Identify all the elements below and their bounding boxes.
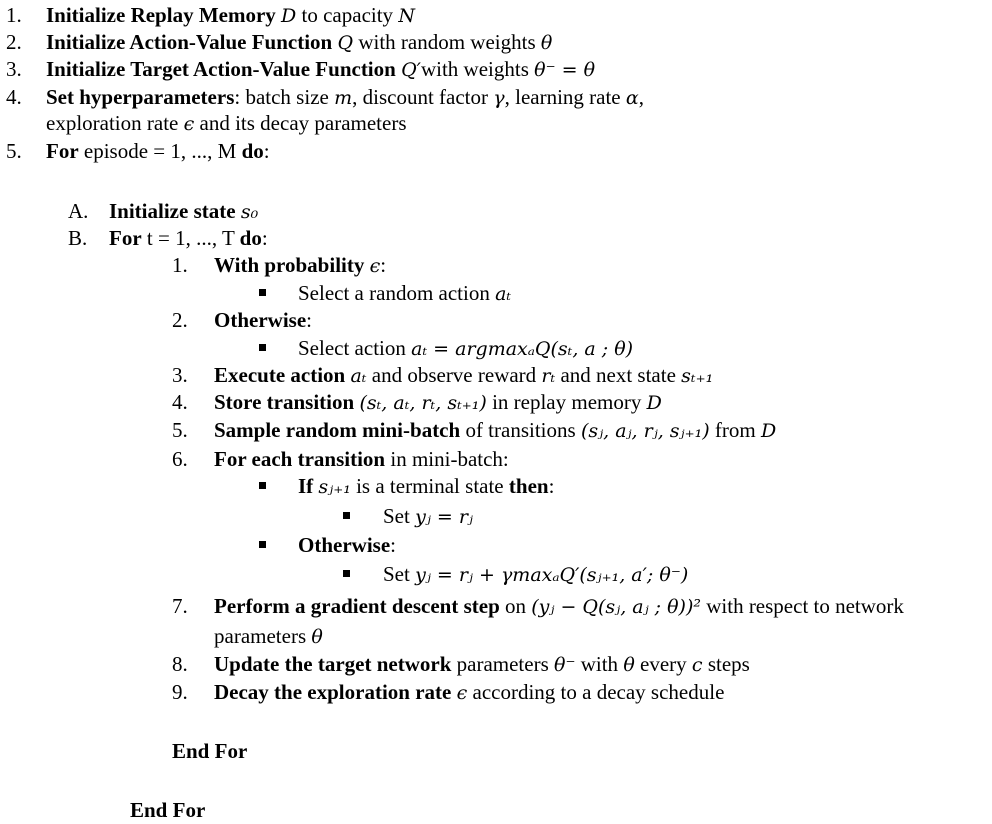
step-3-text: with weights [420,57,529,81]
sub-6-text: Set [383,504,410,528]
sub-7-line-2 [214,623,323,651]
step-number: 5. [6,139,22,163]
sub-8-text: every [640,652,687,676]
keyword-do: do [241,139,264,163]
sub-step-number: 5. [172,418,188,442]
math-c: c [691,654,703,676]
sub-7-text: on [505,594,527,618]
step-5-text: : [263,139,270,163]
sub-6-line [214,446,509,473]
step-4-text: : batch size [234,85,329,109]
sub-5-text: of transitions [465,418,576,442]
keyword-then: then [508,474,549,498]
math-theta: θ [623,654,635,676]
sub-8-text: steps [707,652,750,676]
keyword-for: For [109,226,142,250]
math-D: D [281,5,297,27]
sub-step-number: 3. [172,363,188,387]
keyword-do: do [239,226,262,250]
sub-1-line [214,252,386,280]
sub-9-line [214,679,724,707]
math-transition: (sₜ, aₜ, rₜ, sₜ₊₁) [359,392,487,414]
step-2-text: with random weights [358,30,536,54]
end-for-inner: End For [172,739,248,763]
sub-6-set-2-line [383,561,688,589]
step-1-line [46,2,415,30]
bullet-square [343,570,350,577]
sub-2-bullet-line [298,335,633,363]
end-for-outer: End For [130,798,206,822]
sub-6-text: Set [383,562,410,586]
sub-5-text: from [714,418,756,442]
step-1-text: to capacity [301,3,394,27]
sub-2-line [214,307,312,334]
bullet-square [259,344,266,351]
sub-step-number: 6. [172,447,188,471]
sub-7-text: with respect to network [706,594,904,618]
step-4-text: , learning rate [504,85,621,109]
sub-1-text: : [380,253,387,277]
step-4-text: , discount factor [352,85,488,109]
math-gamma: γ [493,87,505,109]
math-argmax: aₜ = argmaxₐQ(sₜ, a ; θ) [411,338,634,360]
step-3-bold: Initialize Target Action-Value Function [46,57,396,81]
math-s0: s₀ [240,201,259,223]
step-2-line [46,29,552,57]
sub-step-number: 2. [172,308,188,332]
sub-2-text: : [306,308,312,332]
math-minibatch: (sⱼ, aⱼ, rⱼ, sⱼ₊₁) [580,420,710,442]
step-3-line [46,56,595,84]
step-4-line [46,84,644,112]
step-5-line [46,138,270,165]
math-r-t: rₜ [541,365,556,387]
sub-5-bold: Sample random mini-batch [214,418,461,442]
math-D: D [760,420,777,442]
step-B-text: t = 1, ..., T [146,226,235,250]
math-Q-prime: Q′ [401,59,421,81]
sub-8-bold: Update the target network [214,652,452,676]
sub-8-text: with [580,652,619,676]
sub-3-line [214,362,713,390]
step-B-line [109,225,268,252]
sub-8-text: parameters [456,652,549,676]
step-A-bold: Initialize state [109,199,236,223]
math-s-j1: sⱼ₊₁ [318,476,351,498]
math-theta: θ [311,626,323,648]
math-loss: (yⱼ − Q(sⱼ, aⱼ ; θ))² [531,596,701,618]
sub-6-text: in mini-batch: [390,447,509,471]
sub-1-bold: With probability [214,253,365,277]
step-4-line-2 [46,110,407,138]
sub-1-bullet-text: Select a random action [298,281,490,305]
step-4-text: , [638,85,644,109]
sub-6-otherwise-line [298,532,396,559]
math-alpha: α [625,87,639,109]
math-epsilon: ϵ [369,255,381,277]
sub-9-bold: Decay the exploration rate [214,680,452,704]
sub-7-bold: Perform a gradient descent step [214,594,500,618]
math-yj-rj: yⱼ = rⱼ [415,506,473,528]
sub-6-text: is a terminal state [356,474,504,498]
keyword-for: For [46,139,79,163]
sub-6-if-line [298,473,554,501]
sub-3-bold: Execute action [214,363,346,387]
sub-9-text: according to a decay schedule [472,680,725,704]
sub-6-bold: For each transition [214,447,386,471]
step-B-text: : [261,226,268,250]
sub-step-number: 4. [172,390,188,414]
sub-1-bullet-line [298,280,511,308]
math-a-t: aₜ [495,283,512,305]
sub-step-number: 9. [172,680,188,704]
math-theta-minus-eq: θ⁻ = θ [534,59,596,81]
step-2-bold: Initialize Action-Value Function [46,30,333,54]
sub-5-line [214,417,776,445]
bullet-square [259,289,266,296]
bullet-square [343,512,350,519]
step-4-bold: Set hyperparameters [46,85,235,109]
math-s-t1: sₜ₊₁ [681,365,714,387]
sub-6-text: : [548,474,555,498]
step-5-text: episode = 1, ..., M [83,139,237,163]
step-number: 2. [6,30,22,54]
step-4-text: exploration rate [46,111,179,135]
math-m: m [334,87,353,109]
math-a-t: aₜ [350,365,367,387]
sub-7-text: parameters [214,624,307,648]
step-number: 4. [6,85,22,109]
step-4-text: and its decay parameters [199,111,407,135]
math-epsilon: ϵ [183,113,195,135]
sub-7-line [214,593,904,621]
math-N: N [398,5,415,27]
sub-2-bullet-text: Select action [298,336,406,360]
step-1-bold: Initialize Replay Memory [46,3,276,27]
step-letter: A. [68,199,89,223]
math-epsilon: ϵ [456,682,468,704]
step-number: 1. [6,3,22,27]
keyword-otherwise: Otherwise [298,533,391,557]
step-A-line [109,198,258,226]
sub-step-number: 7. [172,594,188,618]
step-letter: B. [68,226,88,250]
math-yj-target: yⱼ = rⱼ + γmaxₐQ′(sⱼ₊₁, a′; θ⁻) [415,564,689,586]
bullet-square [259,541,266,548]
sub-4-line [214,389,662,417]
sub-8-line [214,651,750,679]
sub-4-text: in replay memory [492,390,642,414]
math-theta: θ [540,32,553,54]
sub-3-text: and next state [560,363,676,387]
math-D: D [646,392,662,414]
sub-3-text: and observe reward [371,363,537,387]
sub-6-text: : [390,533,396,557]
sub-2-bold: Otherwise [214,308,307,332]
step-number: 3. [6,57,22,81]
keyword-if: If [298,474,314,498]
sub-step-number: 8. [172,652,188,676]
math-theta-minus: θ⁻ [554,654,576,676]
sub-step-number: 1. [172,253,188,277]
sub-4-bold: Store transition [214,390,355,414]
math-Q: Q [337,32,354,54]
sub-6-set-1-line [383,503,473,531]
bullet-square [259,482,266,489]
